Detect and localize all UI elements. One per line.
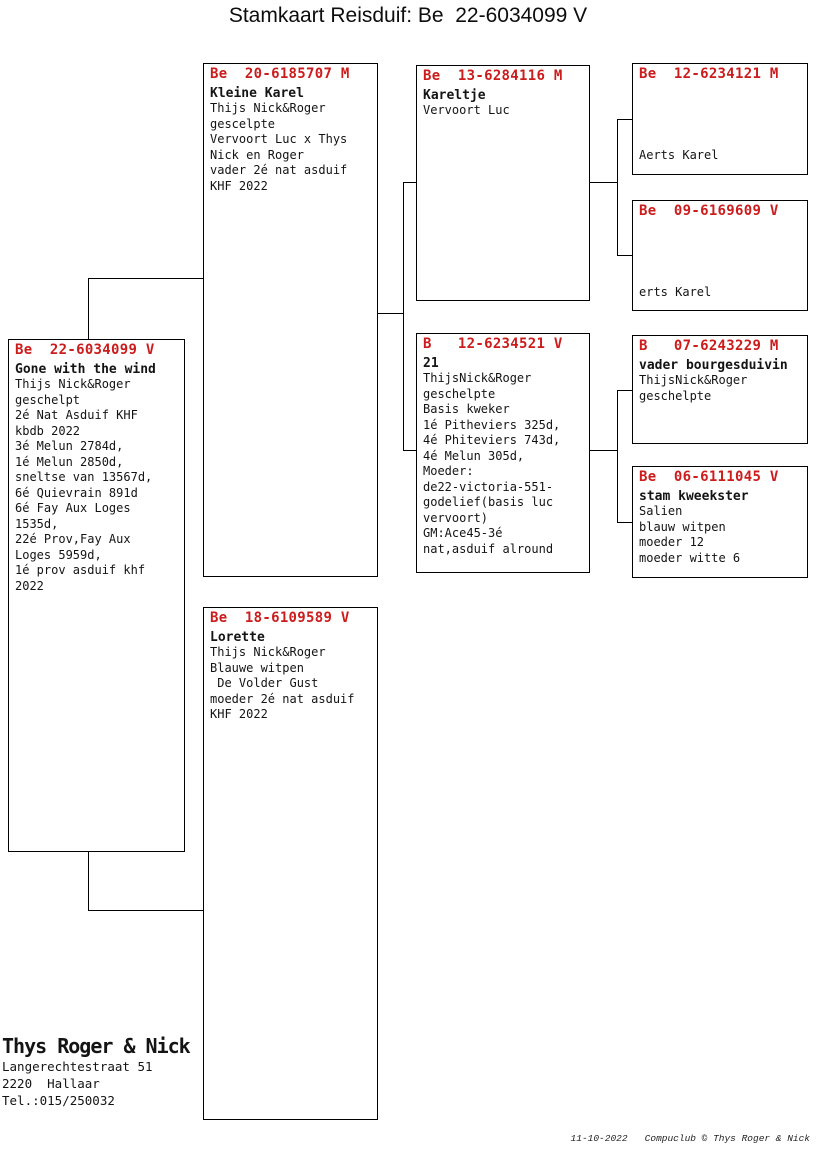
pedigree-line: 6é Fay Aux Loges	[15, 501, 131, 515]
ring-number: B 07-6243229 M	[639, 338, 779, 354]
pedigree-line: KHF 2022	[210, 707, 268, 721]
pedigree-line	[639, 132, 804, 148]
ring-number: Be 20-6185707 M	[210, 66, 350, 82]
pedigree-line: Nick en Roger	[210, 147, 304, 162]
pedigree-line: moeder witte 6	[639, 550, 741, 565]
bird-name: 21	[423, 356, 439, 371]
connector-subject-father-vertical	[88, 278, 89, 340]
pedigree-line: moeder 2é nat asduif	[210, 691, 355, 706]
pedigree-line	[639, 101, 804, 117]
pedigree-line: GM:Ace45-3é	[423, 526, 503, 540]
pedigree-line: godelief(basis luc	[423, 495, 554, 509]
pedigree-line: blauw witpen	[639, 519, 726, 534]
pedigree-line: ThijsNick&Roger	[423, 371, 532, 385]
pedigree-line: Moeder:	[423, 464, 474, 478]
connector-ggp1-stub	[617, 119, 632, 120]
pedigree-line: 1é prov asduif khf	[15, 563, 146, 577]
pedigree-line: Basis kweker	[423, 402, 510, 416]
ring-number: Be 22-6034099 V	[15, 342, 155, 358]
bird-name	[639, 86, 804, 101]
pedigree-line: 1535d,	[15, 516, 59, 531]
pedigree-line: geschelpte	[423, 386, 496, 401]
connector-father-stub	[378, 313, 403, 314]
pedigree-line: gescelpte	[210, 116, 276, 131]
connector-father-bracket	[403, 182, 404, 451]
ring-number: Be 12-6234121 M	[639, 66, 779, 82]
pedigree-box-father	[203, 63, 378, 577]
owner-address-street: Langerechtestraat 51	[2, 1059, 153, 1074]
connector-ggp3-stub	[617, 390, 632, 391]
pedigree-line: de22-victoria-551-	[423, 479, 554, 494]
ring-number: Be 13-6284116 M	[423, 68, 563, 84]
pedigree-box-great-grandparent-2	[632, 200, 808, 311]
connector-ggp2-stub	[617, 255, 632, 256]
pedigree-line	[639, 117, 804, 133]
pedigree-line: geschelpte	[639, 388, 712, 403]
connector-subject-mother-vertical	[88, 851, 89, 911]
pedigree-line: Aerts Karel	[639, 147, 719, 162]
bird-details	[210, 645, 374, 723]
pedigree-line: 1é Pitheviers 325d,	[423, 417, 561, 432]
bird-name: Kleine Karel	[210, 86, 304, 101]
pedigree-line: Thijs Nick&Roger	[210, 645, 326, 659]
pedigree-line: Vervoort Luc	[423, 103, 510, 117]
pedigree-box-great-grandparent-3	[632, 335, 808, 444]
footer-date: 11-10-2022	[570, 1133, 628, 1144]
bird-name: Lorette	[210, 630, 265, 645]
pedigree-line: De Volder Gust	[210, 676, 319, 690]
pedigree-line: 2é Nat Asduif KHF	[15, 408, 138, 422]
bird-name	[639, 223, 804, 238]
pedigree-line: KHF 2022	[210, 178, 268, 193]
footer-credit: Compuclub © Thys Roger & Nick	[644, 1133, 810, 1144]
pedigree-line: vervoort)	[423, 510, 489, 525]
connector-ggp4-stub	[617, 522, 632, 523]
pedigree-line: sneltse van 13567d,	[15, 470, 153, 484]
pedigree-line: 6é Quievrain 891d	[15, 485, 138, 500]
connector-grandmother-out-stub	[590, 450, 617, 451]
pedigree-box-great-grandparent-4	[632, 466, 808, 578]
pedigree-line	[639, 254, 804, 270]
pedigree-line: nat,asduif alround	[423, 541, 554, 556]
pedigree-line: erts Karel	[639, 284, 712, 299]
pedigree-line: vader 2é nat asduif	[210, 163, 348, 177]
pedigree-line: moeder 12	[639, 535, 705, 549]
owner-address-city: 2220 Hallaar	[2, 1076, 100, 1091]
pedigree-line: Vervoort Luc x Thys	[210, 132, 348, 146]
pedigree-box-grandfather	[416, 65, 590, 301]
owner-phone: Tel.:015/250032	[2, 1093, 115, 1108]
page-title: Stamkaart Reisduif: Be 22-6034099 V	[228, 4, 588, 27]
bird-details	[639, 504, 804, 566]
pedigree-line: 1é Melun 2850d,	[15, 454, 124, 469]
bird-details	[210, 101, 374, 194]
connector-grandfather-out-stub	[590, 182, 617, 183]
ring-number: B 12-6234521 V	[423, 336, 563, 352]
footer	[571, 1133, 810, 1144]
pedigree-line: Thijs Nick&Roger	[15, 377, 131, 391]
connector-grandfather-stub	[403, 182, 416, 183]
connector-grandmother-bracket	[617, 390, 618, 523]
bird-name: Kareltje	[423, 88, 486, 103]
pedigree-line	[639, 238, 804, 254]
bird-name: stam kweekster	[639, 489, 749, 504]
bird-details	[639, 101, 804, 163]
pedigree-line: geschelpt	[15, 392, 81, 407]
connector-subject-mother-horizontal	[88, 910, 203, 911]
ring-number: Be 06-6111045 V	[639, 469, 779, 485]
pedigree-line: kbdb 2022	[15, 423, 81, 438]
owner-name: Thys Roger & Nick	[2, 1034, 190, 1058]
pedigree-line	[639, 269, 804, 285]
pedigree-line: Salien	[639, 504, 683, 518]
ring-number: Be 09-6169609 V	[639, 203, 779, 219]
pedigree-box-subject	[8, 339, 185, 852]
pedigree-line: 22é Prov,Fay Aux	[15, 532, 131, 546]
bird-details	[423, 371, 586, 557]
pedigree-line: 4é Phiteviers 743d,	[423, 433, 561, 447]
bird-details	[15, 377, 181, 594]
connector-subject-father-horizontal	[88, 278, 203, 279]
bird-name: vader bourgesduivin	[639, 358, 788, 373]
pedigree-line: 4é Melun 305d,	[423, 448, 525, 463]
bird-details	[639, 373, 804, 404]
bird-details	[639, 238, 804, 300]
pedigree-line: ThijsNick&Roger	[639, 373, 748, 387]
pedigree-line: 2022	[15, 578, 44, 593]
pedigree-line: Thijs Nick&Roger	[210, 101, 326, 115]
pedigree-box-mother	[203, 607, 378, 1120]
bird-details	[423, 103, 586, 119]
pedigree-box-great-grandparent-1	[632, 63, 808, 175]
ring-number: Be 18-6109589 V	[210, 610, 350, 626]
pedigree-line: Loges 5959d,	[15, 547, 102, 562]
pedigree-line: 3é Melun 2784d,	[15, 439, 124, 453]
owner-block	[2, 1034, 190, 1109]
pedigree-line: Blauwe witpen	[210, 660, 304, 675]
connector-grandfather-bracket	[617, 119, 618, 256]
connector-grandmother-stub	[403, 450, 416, 451]
pedigree-box-grandmother	[416, 333, 590, 573]
footer-gap	[628, 1133, 645, 1144]
bird-name: Gone with the wind	[15, 362, 156, 377]
